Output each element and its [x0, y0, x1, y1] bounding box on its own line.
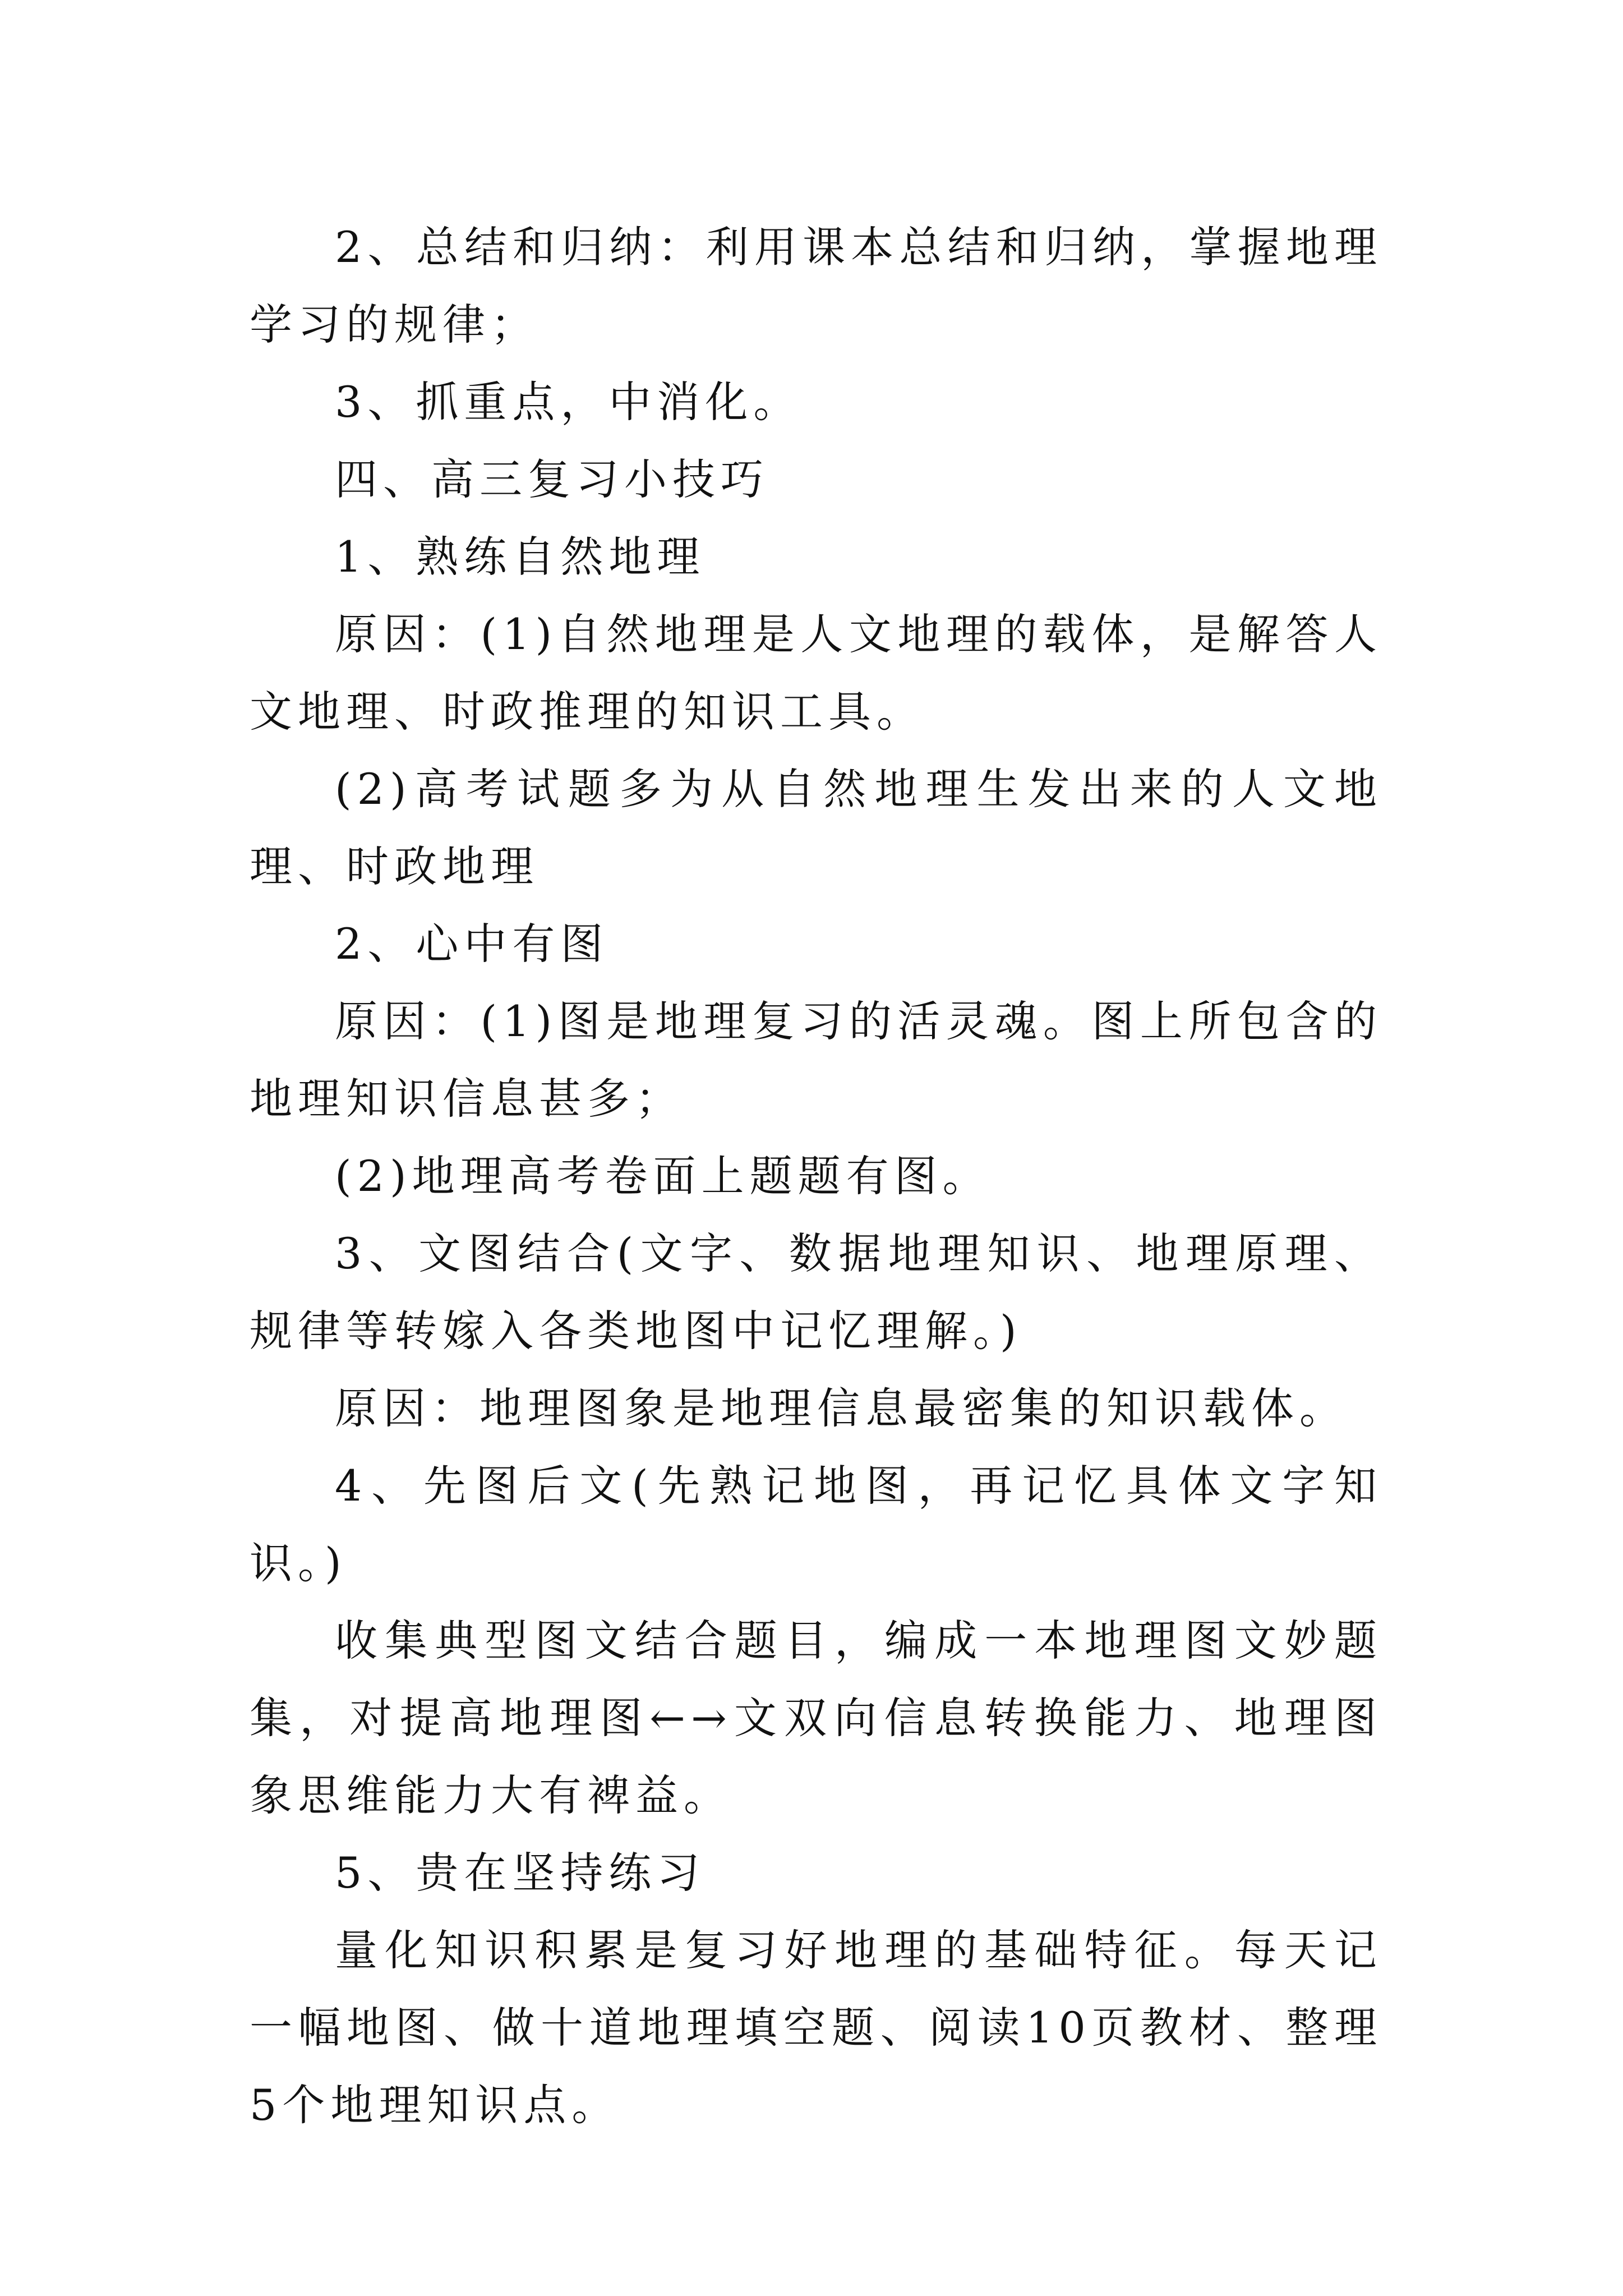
tip-heading-practice: 5、贵在坚持练习 [335, 1848, 706, 1898]
paragraph-summary: 2、总结和归纳：利用课本总结和归纳，掌握地理学习的规律； [250, 222, 1382, 349]
tip-heading-text-map: 3、文图结合(文字、数据地理知识、地理原理、规律等转嫁入各类地图中记忆理解。) [250, 1228, 1382, 1356]
paragraph-text-map-reason: 原因：地理图象是地理信息最密集的知识载体。 [335, 1383, 1348, 1433]
section-heading-review-tips: 四、高三复习小技巧 [335, 454, 769, 504]
tip-heading-physical-geography: 1、熟练自然地理 [335, 532, 706, 582]
paragraph-daily-practice: 量化知识积累是复习好地理的基础特征。每天记一幅地图、做十道地理填空题、阅读10页教材、整理5个地理知识点。 [250, 1925, 1382, 2130]
tip-heading-maps: 2、心中有图 [335, 919, 609, 969]
paragraph-collect-questions: 收集典型图文结合题目，编成一本地理图文妙题集，对提高地理图←→文双向信息转换能力、地理图象思维能力大有裨益。 [250, 1616, 1382, 1820]
tip-heading-map-first: 4、先图后文(先熟记地图，再记忆具体文字知识。) [250, 1461, 1382, 1588]
paragraph-map-reason-1: 原因：(1)图是地理复习的活灵魂。图上所包含的地理知识信息甚多； [250, 996, 1382, 1124]
paragraph-reason-1: 原因：(1)自然地理是人文地理的载体，是解答人文地理、时政推理的知识工具。 [250, 609, 1382, 737]
document-body [250, 209, 1382, 2144]
paragraph-map-reason-2: (2)地理高考卷面上题题有图。 [335, 1151, 991, 1201]
paragraph-reason-2: (2)高考试题多为从自然地理生发出来的人文地理、时政地理 [250, 764, 1382, 891]
paragraph-key-points: 3、抓重点，中消化。 [335, 377, 802, 427]
